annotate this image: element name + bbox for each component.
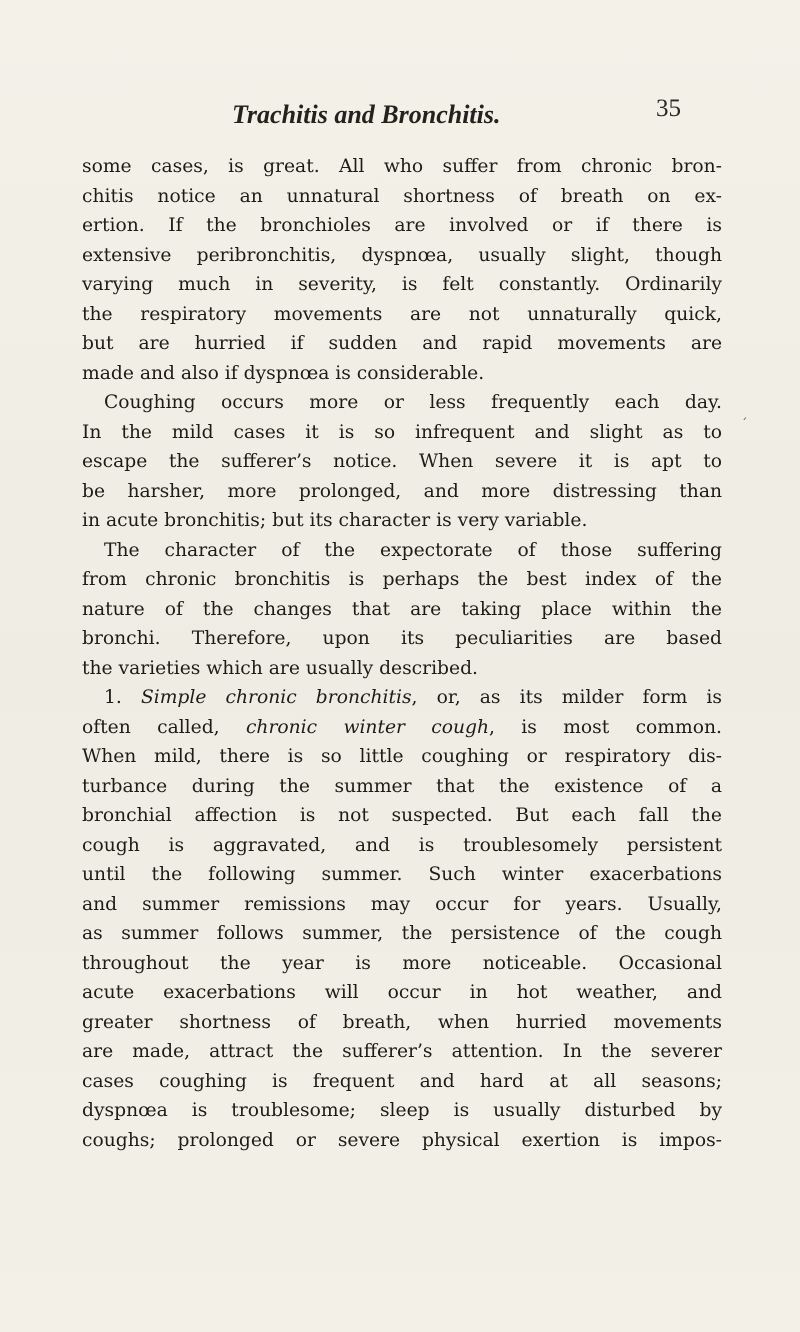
- text-line: in acute bronchitis; but its character is very variable.: [82, 510, 588, 531]
- text-line: coughs; prolonged or severe physical exertion is impos-: [82, 1129, 722, 1151]
- text-line: The character of the expectorate of those suffering: [104, 539, 722, 561]
- text-line: but are hurried if sudden and rapid movements are: [82, 333, 722, 354]
- text-line: some cases, is great. All who suffer from chronic bron-: [82, 156, 722, 177]
- text-line: nature of the changes that are taking place within the: [82, 598, 722, 620]
- text-line: as summer follows summer, the persistence of the cough: [82, 923, 722, 944]
- text-line: greater shortness of breath, when hurried movements: [82, 1011, 722, 1033]
- text-line: acute exacerbations will occur in hot weather, and: [82, 982, 722, 1003]
- text-line: made and also if dyspnœa is considerable.: [82, 362, 485, 384]
- text-line: Coughing occurs more or less frequently each day.: [104, 392, 722, 413]
- text-line: throughout the year is more noticeable. Occasional: [82, 952, 722, 974]
- text-line: chitis notice an unnatural shortness of breath on ex-: [82, 185, 722, 207]
- italic-term: chronic winter cough: [245, 716, 490, 738]
- text-line: In the mild cases it is so infrequent and slight as to: [82, 421, 722, 443]
- text-line: from chronic bronchitis is perhaps the best index of the: [82, 569, 722, 590]
- text-line: [82, 713, 722, 743]
- text-segment: often called,: [82, 716, 246, 738]
- text-line: [82, 683, 722, 713]
- text-line: ertion. If the bronchioles are involved or if there is: [82, 215, 722, 236]
- body-text: [82, 152, 722, 1155]
- text-line: bronchi. Therefore, upon its peculiarities are based: [82, 628, 722, 649]
- text-line: bronchial affection is not suspected. But each fall the: [82, 805, 722, 826]
- text-line: until the following summer. Such winter exacerbations: [82, 864, 722, 885]
- text-line: are made, attract the sufferer’s attention. In the severer: [82, 1041, 722, 1062]
- text-line: and summer remissions may occur for years. Usually,: [82, 893, 722, 915]
- text-line: dyspnœa is troublesome; sleep is usually disturbed by: [82, 1100, 722, 1121]
- text-line: cough is aggravated, and is troublesomely persistent: [82, 834, 722, 856]
- text-line: the varieties which are usually described.: [82, 657, 478, 679]
- text-segment: , is most common.: [489, 716, 722, 738]
- text-line: When mild, there is so little coughing or respiratory dis-: [82, 746, 722, 767]
- text-segment: , or, as its milder form is: [411, 687, 722, 708]
- text-line: varying much in severity, is felt constantly. Ordinarily: [82, 274, 722, 295]
- text-line: turbance during the summer that the existence of a: [82, 775, 722, 797]
- margin-mark: ˏ: [741, 406, 748, 421]
- text-segment: 1.: [104, 687, 141, 708]
- text-line: the respiratory movements are not unnaturally quick,: [82, 303, 722, 325]
- text-line: extensive peribronchitis, dyspnœa, usually slight, though: [82, 244, 722, 266]
- text-line: cases coughing is frequent and hard at all seasons;: [82, 1070, 722, 1092]
- italic-term: Simple chronic bronchitis: [140, 687, 412, 708]
- page-number: 35: [656, 95, 681, 122]
- running-header-title: Trachitis and Bronchitis.: [232, 100, 501, 129]
- text-line: be harsher, more prolonged, and more distressing than: [82, 480, 722, 502]
- text-line: escape the sufferer’s notice. When severe it is apt to: [82, 451, 722, 472]
